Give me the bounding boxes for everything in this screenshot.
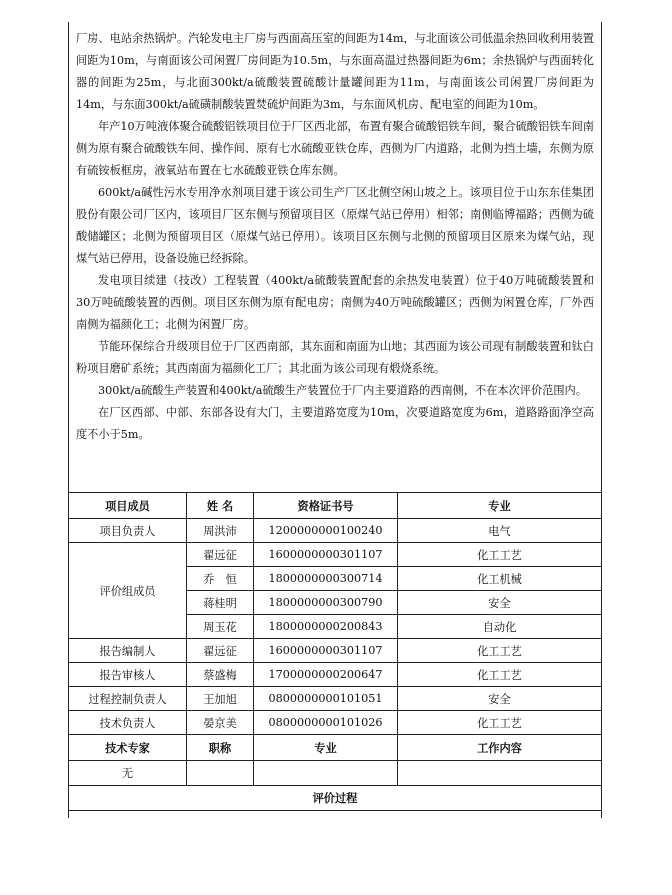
header-cert: 资格证书号 [254, 493, 398, 519]
name-cell: 王加旭 [187, 687, 254, 711]
name-cell: 周玉花 [187, 615, 254, 639]
staff-header-row [69, 493, 602, 519]
expert-major-cell [254, 761, 398, 786]
role-cell: 技术负责人 [69, 711, 187, 735]
role-cell: 过程控制负责人 [69, 687, 187, 711]
cert-cell: 1800000000200843 [254, 615, 398, 639]
paragraph: 600kt/a碱性污水专用净水剂项目建于该公司生产厂区北侧空闲山坡之上。该项目位于山东东佳集团股份有限公司厂区内，该项目厂区东侧与预留项目区（原煤气站已停用）相邻；南侧临博福路；西侧为硫酸储罐区；北侧为预留项目区（原煤气站已停用）。该项目区东侧与北侧的预留项目区原来为煤气站，现煤气站已停用，设备设施已经拆除。 [76, 186, 594, 265]
table-row [69, 761, 602, 786]
header-major: 专业 [398, 493, 602, 519]
major-cell: 化工工艺 [398, 711, 602, 735]
table-row [69, 639, 602, 663]
major-cell: 自动化 [398, 615, 602, 639]
paragraph: 300kt/a硫酸生产装置和400kt/a硫酸生产装置位于厂内主要道路的西南侧，不在本次评价范围内。 [98, 384, 587, 397]
header-name: 姓 名 [187, 493, 254, 519]
evaluation-process-title: 评价过程 [69, 786, 602, 811]
major-cell: 安全 [398, 687, 602, 711]
name-cell: 蒋桂明 [187, 591, 254, 615]
cert-cell: 1200000000100240 [254, 519, 398, 543]
name-cell: 乔 恒 [187, 567, 254, 591]
major-cell: 电气 [398, 519, 602, 543]
cert-cell: 1800000000300714 [254, 567, 398, 591]
cert-cell: 0800000000101026 [254, 711, 398, 735]
major-cell: 化工工艺 [398, 663, 602, 687]
cert-cell: 1800000000300790 [254, 591, 398, 615]
paragraph: 年产10万吨液体聚合硫酸铝铁项目位于厂区西北部，布置有聚合硫酸铝铁车间，聚合硫酸铝铁车间南侧为原有聚合硫酸铁车间、操作间、原有七水硫酸亚铁仓库，西侧为厂内道路，北侧为挡土墙，东侧为原有硫铵板框房，液氧站布置在七水硫酸亚铁仓库东侧。 [76, 120, 594, 177]
major-cell: 化工工艺 [398, 639, 602, 663]
table-row [69, 711, 602, 735]
table-row [69, 687, 602, 711]
table-row [69, 663, 602, 687]
role-cell: 报告审核人 [69, 663, 187, 687]
paragraph: 节能环保综合升级项目位于厂区西南部，其东面和南面为山地；其西面为该公司现有制酸装置和钛白粉项目磨矿系统；其西南面为福颜化工厂；其北面为该公司现有煅烧系统。 [76, 340, 594, 375]
name-cell: 翟远征 [187, 639, 254, 663]
staff-table [68, 492, 602, 811]
paragraph: 在厂区西部、中部、东部各设有大门，主要道路宽度为10m，次要道路宽度为6m，道路路面净空高度不小于5m。 [76, 406, 594, 441]
table-row [69, 543, 602, 567]
cert-cell: 1600000000301107 [254, 543, 398, 567]
name-cell: 周洪沛 [187, 519, 254, 543]
paragraph: 厂房、电站余热锅炉。汽轮发电主厂房与西面高压室的间距为14m，与北面该公司低温余热回收利用装置间距为10m，与南面该公司闲置厂房间距为10.5m，与东面高温过热器间距为6m；余热锅炉与西面转化器的间距为25m，与北面300kt/a硫酸装置硫酸计量罐间距为11m，与南面该公司闲置厂房间距为14m，与东面300kt/a硫磺制酸装置焚硫炉间距为3m，与东面风机房、配电室的间距为10m。 [76, 32, 594, 111]
table-row [69, 519, 602, 543]
role-cell: 评价组成员 [69, 543, 187, 639]
header-expert-major: 专业 [254, 735, 398, 761]
body-text [76, 28, 594, 446]
name-cell: 翟远征 [187, 543, 254, 567]
header-expert: 技术专家 [69, 735, 187, 761]
paragraph: 发电项目续建（技改）工程装置（400kt/a硫酸装置配套的余热发电装置）位于40万吨硫酸装置和30万吨硫酸装置的西侧。项目区东侧为原有配电房；南侧为40万吨硫酸罐区；西侧为闲置仓库，厂外西南侧为福颜化工；北侧为闲置厂房。 [76, 274, 594, 331]
major-cell: 安全 [398, 591, 602, 615]
name-cell: 晏京美 [187, 711, 254, 735]
major-cell: 化工机械 [398, 567, 602, 591]
cert-cell: 0800000000101051 [254, 687, 398, 711]
evaluation-process-row [69, 786, 602, 811]
header-title: 职称 [187, 735, 254, 761]
expert-cell: 无 [69, 761, 187, 786]
expert-title-cell [187, 761, 254, 786]
expert-header-row [69, 735, 602, 761]
header-work-content: 工作内容 [398, 735, 602, 761]
name-cell: 蔡盛梅 [187, 663, 254, 687]
header-member: 项目成员 [69, 493, 187, 519]
cert-cell: 1700000000200647 [254, 663, 398, 687]
role-cell: 项目负责人 [69, 519, 187, 543]
cert-cell: 1600000000301107 [254, 639, 398, 663]
major-cell: 化工工艺 [398, 543, 602, 567]
role-cell: 报告编制人 [69, 639, 187, 663]
expert-work-cell [398, 761, 602, 786]
